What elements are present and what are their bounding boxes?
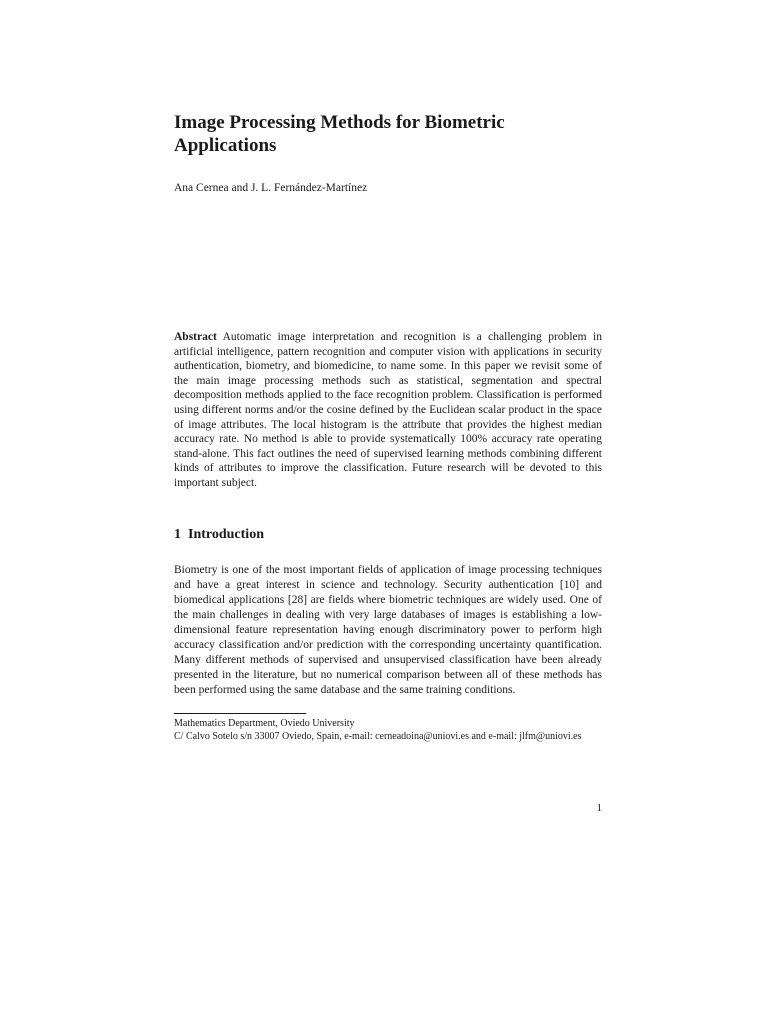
footnote-address: C/ Calvo Sotelo s/n 33007 Oviedo, Spain, e-mail: cerneadoina@uniovi.es and e-mail: jlfm@uniovi.es: [174, 731, 582, 742]
abstract-label: Abstract: [174, 331, 217, 343]
section-title: Introduction: [188, 527, 264, 542]
footnote-affiliation: Mathematics Department, Oviedo University: [174, 718, 355, 729]
footnote: [174, 717, 602, 743]
introduction-paragraph: Biometry is one of the most important fields of application of image processing techniques and have a great interest in science and technology. Security authentication [10] and biomedical applications [28] are fields where biometric techniques are widely used. One of the main challenges in dealing with very large databases of images is establishing a low-dimensional feature representation having enough discriminatory power to perform high accuracy classification and/or prediction with the corresponding uncertainty quantification. Many different methods of supervised and unsupervised classification have been already presented in the literature, but no numerical comparison between all of these methods has been performed using the same database and the same training conditions.: [174, 564, 602, 696]
section-heading-introduction: [174, 526, 264, 543]
abstract: [174, 330, 602, 491]
section-number: 1: [174, 527, 181, 542]
paper-title: Image Processing Methods for Biometric Applications: [174, 112, 505, 156]
page-number: 1: [596, 802, 602, 814]
author-list: Ana Cernea and J. L. Fernández-Martínez: [174, 182, 368, 194]
footnote-rule: [174, 713, 306, 714]
abstract-text: Automatic image interpretation and recognition is a challenging problem in artificial intelligence, pattern recognition and computer vision with applications in security authentication, biometry, and biomedicine, to name some. In this paper we revisit some of the main image processing methods such as statistical, segmentation and spectral decomposition methods applied to the face recognition problem. Classification is performed using different norms and/or the cosine defined by the Euclidean scalar product in the space of image attributes. The local histogram is the attribute that provides the highest median accuracy rate. No method is able to provide systematically 100% accuracy rate operating stand-alone. This fact outlines the need of supervised learning methods combining different kinds of attributes to improve the classification. Future research will be devoted to this important subject.: [174, 331, 602, 489]
